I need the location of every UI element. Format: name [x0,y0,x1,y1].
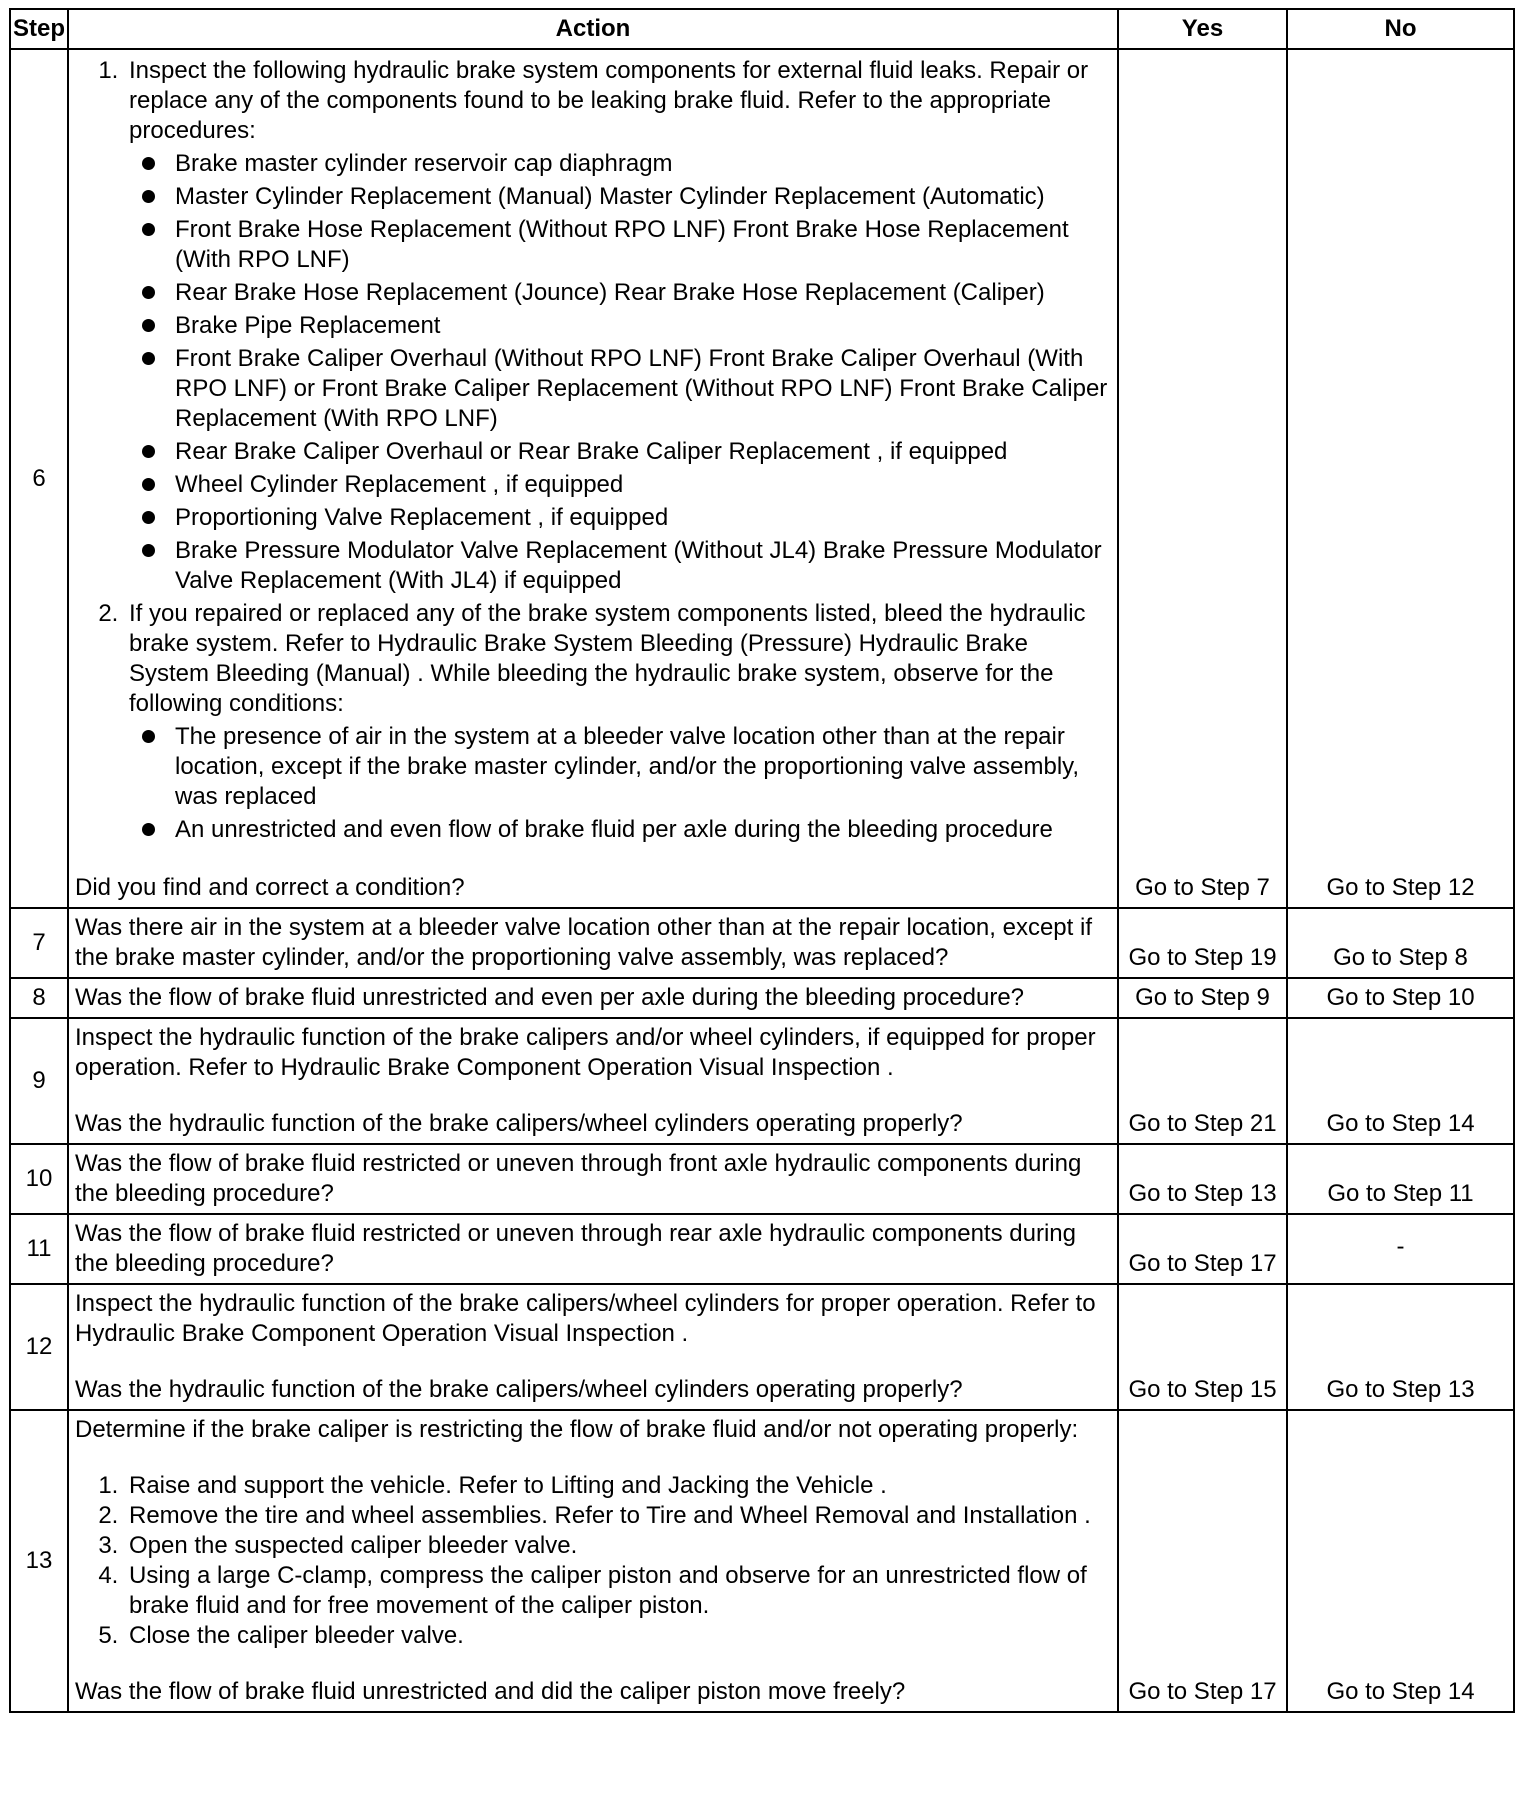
yes-cell: Go to Step 15 [1118,1284,1287,1410]
question-text: Did you find and correct a condition? [75,874,465,901]
no-cell: Go to Step 14 [1287,1018,1514,1144]
instruction-text: Inspect the hydraulic function of the brake calipers and/or wheel cylinders, if equipped for proper operation. Refer to Hydraulic Brake Component Operation Visual Inspection . [75,1024,1096,1081]
table-row [10,1214,1514,1284]
table-row [10,908,1514,978]
bullet-item: The presence of air in the system at a bleeder valve location other than at the repair location, except if the brake master cylinder, and/or the proportioning valve assembly, was replaced [175,722,1111,812]
yes-cell: Go to Step 17 [1118,1214,1287,1284]
table-row [10,1284,1514,1410]
action-cell [68,1214,1118,1284]
question-text: Was the flow of brake fluid restricted or uneven through front axle hydraulic components during the bleeding procedure? [75,1150,1082,1207]
no-cell: Go to Step 14 [1287,1410,1514,1712]
step-number: 6 [10,49,68,908]
procedure-text: Inspect the following hydraulic brake system components for external fluid leaks. Repair or replace any of the components found to be leaking brake fluid. Refer to the appropriate procedures: [129,57,1089,144]
header-row [10,9,1514,49]
action-cell [68,1018,1118,1144]
yes-cell: Go to Step 7 [1118,49,1287,908]
spacer [75,1445,1111,1471]
procedure-item [125,56,1111,596]
procedure-item: 5. Close the caliper bleeder valve. [125,1621,1111,1651]
bullet-item: Wheel Cylinder Replacement , if equipped [175,470,1111,500]
yes-cell: Go to Step 9 [1118,978,1287,1018]
bullet-item: Proportioning Valve Replacement , if equipped [175,503,1111,533]
action-cell [68,1410,1118,1712]
procedure-list [75,1471,1111,1651]
spacer [75,1349,1111,1375]
bullet-item: Brake Pressure Modulator Valve Replacement (Without JL4) Brake Pressure Modulator Valve Replacement (With JL4) if equipped [175,536,1111,596]
header-yes: Yes [1118,9,1287,49]
header-no: No [1287,9,1514,49]
no-cell: Go to Step 12 [1287,49,1514,908]
table-row [10,1410,1514,1712]
step-number: 8 [10,978,68,1018]
bullet-item: Front Brake Hose Replacement (Without RPO LNF) Front Brake Hose Replacement (With RPO LNF) [175,215,1111,275]
bullet-item: An unrestricted and even flow of brake fluid per axle during the bleeding procedure [175,815,1111,845]
bullet-list [129,722,1111,845]
action-cell [68,1144,1118,1214]
spacer [75,1083,1111,1109]
diagnostic-table-container [9,8,1513,1713]
question-text: Was the hydraulic function of the brake calipers/wheel cylinders operating properly? [75,1376,963,1403]
question-text: Was the hydraulic function of the brake calipers/wheel cylinders operating properly? [75,1110,963,1137]
question-text: Was there air in the system at a bleeder valve location other than at the repair location, except if the brake master cylinder, and/or the proportioning valve assembly, was replaced? [75,914,1092,971]
table-row [10,1144,1514,1214]
diagnostic-table [9,8,1515,1713]
spacer [75,1651,1111,1677]
no-cell: - [1287,1214,1514,1284]
procedure-item: 2. Remove the tire and wheel assemblies. Refer to Tire and Wheel Removal and Installation . [125,1501,1111,1531]
procedure-item: 4. Using a large C-clamp, compress the caliper piston and observe for an unrestricted flow of brake fluid and for free movement of the caliper piston. [125,1561,1111,1621]
bullet-item: Brake master cylinder reservoir cap diaphragm [175,149,1111,179]
yes-cell: Go to Step 19 [1118,908,1287,978]
question-text: Was the flow of brake fluid unrestricted and did the caliper piston move freely? [75,1678,906,1705]
bullet-item: Rear Brake Hose Replacement (Jounce) Rear Brake Hose Replacement (Caliper) [175,278,1111,308]
procedure-item [125,599,1111,845]
bullet-item: Rear Brake Caliper Overhaul or Rear Brake Caliper Replacement , if equipped [175,437,1111,467]
bullet-item: Brake Pipe Replacement [175,311,1111,341]
no-cell: Go to Step 11 [1287,1144,1514,1214]
yes-cell: Go to Step 17 [1118,1410,1287,1712]
table-row [10,49,1514,908]
procedure-item: 1. Raise and support the vehicle. Refer to Lifting and Jacking the Vehicle . [125,1471,1111,1501]
yes-cell: Go to Step 21 [1118,1018,1287,1144]
header-step: Step [10,9,68,49]
step-number: 10 [10,1144,68,1214]
table-row [10,1018,1514,1144]
no-cell: Go to Step 13 [1287,1284,1514,1410]
no-cell: Go to Step 8 [1287,908,1514,978]
question-text: Was the flow of brake fluid unrestricted and even per axle during the bleeding procedure? [75,984,1025,1011]
no-cell: Go to Step 10 [1287,978,1514,1018]
action-cell [68,978,1118,1018]
bullet-list [129,149,1111,596]
bullet-item: Master Cylinder Replacement (Manual) Master Cylinder Replacement (Automatic) [175,182,1111,212]
action-cell [68,908,1118,978]
step-number: 12 [10,1284,68,1410]
step-number: 9 [10,1018,68,1144]
step-number: 11 [10,1214,68,1284]
table-row [10,978,1514,1018]
step-number: 7 [10,908,68,978]
bullet-item: Front Brake Caliper Overhaul (Without RPO LNF) Front Brake Caliper Overhaul (With RPO LNF) or Front Brake Caliper Replacement (Without RPO LNF) Front Brake Caliper Replacement (With RPO LNF) [175,344,1111,434]
question-text: Was the flow of brake fluid restricted or uneven through rear axle hydraulic components during the bleeding procedure? [75,1220,1076,1277]
action-cell [68,1284,1118,1410]
action-cell [68,49,1118,908]
procedure-text: If you repaired or replaced any of the brake system components listed, bleed the hydraulic brake system. Refer to Hydraulic Brake System Bleeding (Pressure) Hydraulic Brake System Bleeding (Manual) . While bleeding the hydraulic brake system, observe for the following conditions: [129,600,1086,717]
instruction-text: Determine if the brake caliper is restricting the flow of brake fluid and/or not operating properly: [75,1416,1079,1443]
step-number: 13 [10,1410,68,1712]
procedure-list [75,56,1111,845]
header-action: Action [68,9,1118,49]
yes-cell: Go to Step 13 [1118,1144,1287,1214]
instruction-text: Inspect the hydraulic function of the brake calipers/wheel cylinders for proper operation. Refer to Hydraulic Brake Component Operation Visual Inspection . [75,1290,1096,1347]
procedure-item: 3. Open the suspected caliper bleeder valve. [125,1531,1111,1561]
